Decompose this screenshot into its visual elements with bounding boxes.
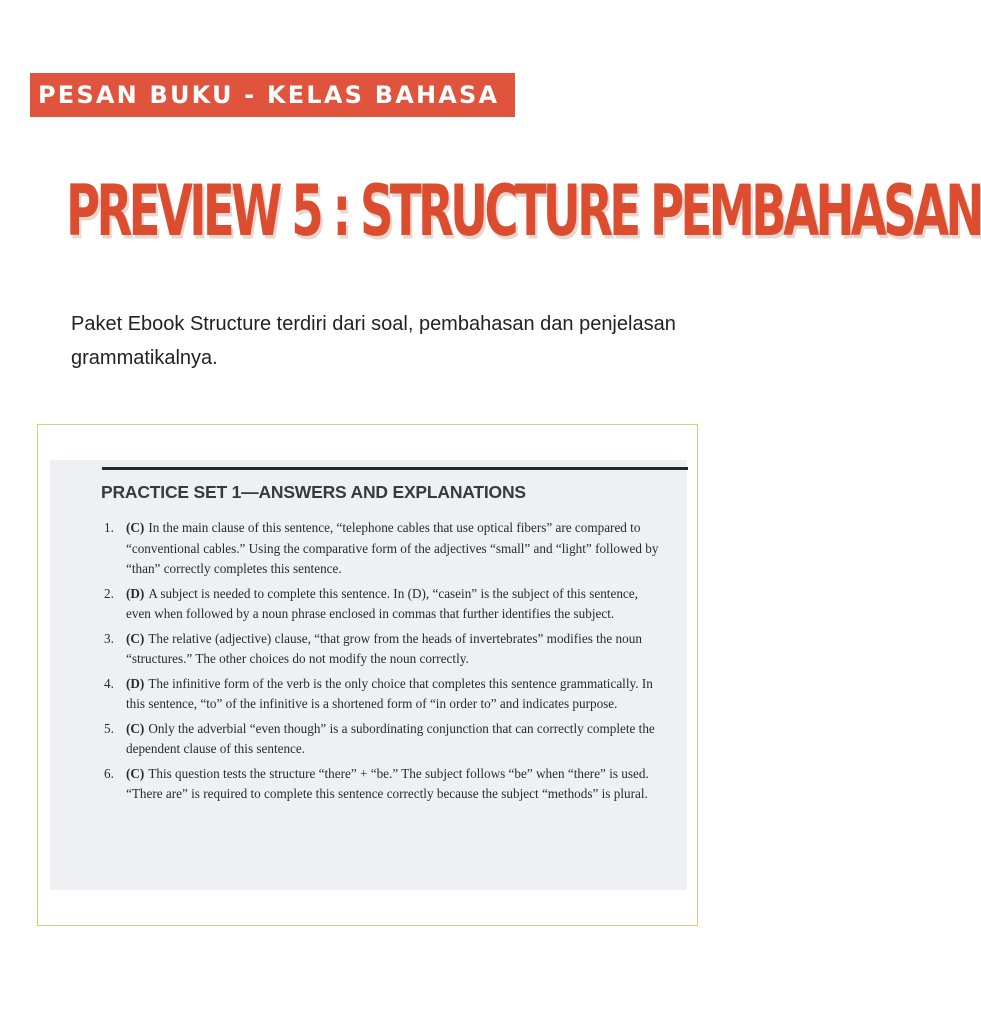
answer-number: 5. <box>104 720 114 736</box>
answer-item <box>104 584 664 625</box>
answer-explanation: Only the adverbial “even though” is a subordinating conjunction that can correctly complete the dependent clause of this sentence. <box>126 720 655 756</box>
answer-choice: (D) <box>126 585 145 601</box>
answer-item <box>104 719 664 760</box>
answer-item <box>104 518 664 580</box>
answer-number: 2. <box>104 585 114 601</box>
scanned-page <box>50 460 687 890</box>
answer-item <box>104 629 664 670</box>
answer-explanation: The infinitive form of the verb is the only choice that completes this sentence grammatically. In this sentence, “to” of the infinitive is a shortened form of “in order to” and indicates purpose. <box>126 675 653 711</box>
header-banner: PESAN BUKU - KELAS BAHASA <box>30 73 515 117</box>
answer-number: 4. <box>104 675 114 691</box>
answer-choice: (C) <box>126 765 145 781</box>
answer-explanation: In the main clause of this sentence, “telephone cables that use optical fibers” are compared to “conventional cables.” Using the comparative form of the adjectives “small” and “light” followed by “than” correctly completes this sentence. <box>126 520 659 576</box>
answer-number: 1. <box>104 520 114 535</box>
answer-choice: (C) <box>126 630 145 646</box>
answer-number: 6. <box>104 765 114 781</box>
page-title: PREVIEW 5 : STRUCTURE PEMBAHASAN <box>66 170 981 252</box>
answer-item <box>104 674 664 715</box>
answer-choice: (C) <box>126 720 145 736</box>
practice-set-heading: PRACTICE SET 1—ANSWERS AND EXPLANATIONS <box>101 482 526 502</box>
answer-explanation: This question tests the structure “there” + “be.” The subject follows “be” when “there” is used. “There are” is required to complete this sentence correctly because the subject “methods” is plural. <box>126 765 649 801</box>
intro-paragraph: Paket Ebook Structure terdiri dari soal, pembahasan dan penjelasan grammatikalnya. <box>71 313 676 369</box>
answer-list <box>104 518 664 809</box>
heading-rule <box>102 467 688 470</box>
answer-item <box>104 764 664 805</box>
answer-explanation: The relative (adjective) clause, “that grow from the heads of invertebrates” modifies the noun “structures.” The other choices do not modify the noun correctly. <box>126 630 642 666</box>
answer-explanation: A subject is needed to complete this sentence. In (D), “casein” is the subject of this sentence, even when followed by a noun phrase enclosed in commas that further identifies the subject. <box>126 585 638 621</box>
answer-choice: (D) <box>126 675 145 691</box>
answer-number: 3. <box>104 630 114 646</box>
answer-choice: (C) <box>126 520 145 535</box>
